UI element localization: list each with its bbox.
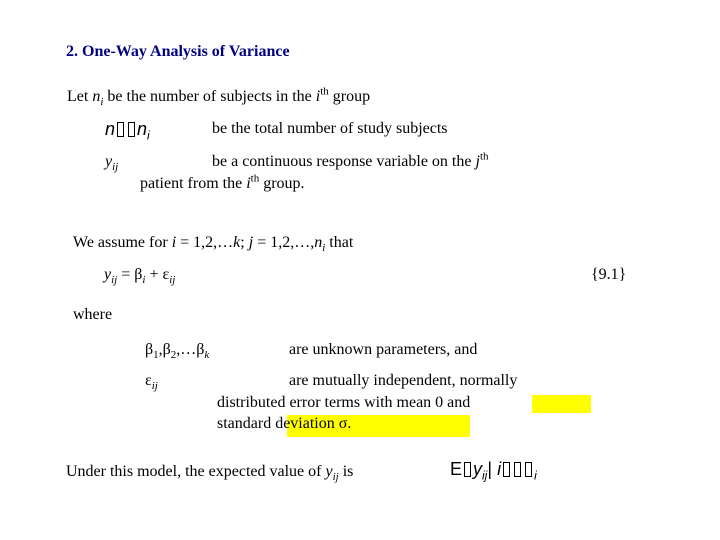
let-mid: be the number of subjects in the: [103, 88, 316, 105]
expected-text: Under this model, the expected value of: [66, 463, 326, 480]
let-th: th: [320, 85, 329, 98]
y-def-line1: [212, 150, 489, 171]
assume-eq2: = 1,2,…,: [253, 234, 315, 251]
y-letter: y: [105, 153, 113, 170]
expected-y-sub: ij: [332, 471, 339, 484]
model-plus: +: [145, 266, 163, 283]
beta-2-sub: 2: [170, 349, 177, 362]
beta-k-sub: k: [204, 349, 210, 362]
params-comma2: ,…: [176, 341, 197, 358]
n-def-text: be the total number of study subjects: [212, 120, 448, 137]
let-n-sub: i: [100, 96, 104, 109]
missing-glyph-icon: [117, 122, 124, 137]
beta-2: β: [162, 341, 171, 358]
formula-i: i: [497, 459, 502, 479]
y-def-text1: be a continuous response variable on the: [212, 153, 476, 170]
y-def-th2: th: [250, 172, 260, 185]
formula-E: E: [450, 459, 463, 479]
errors-line1: are mutually independent, normally: [289, 372, 518, 389]
y-def-th: th: [479, 150, 489, 163]
params-text: are unknown parameters, and: [289, 341, 478, 358]
model-y-sub: ij: [111, 274, 118, 287]
assume-text: We assume for: [73, 234, 172, 251]
missing-glyph-icon: [525, 462, 532, 477]
errors-line3b: .: [347, 415, 352, 432]
assume-j: j: [248, 234, 254, 251]
model-y: y: [104, 266, 112, 283]
beta-1: β: [145, 341, 154, 358]
missing-glyph-icon: [128, 122, 135, 137]
y-def-i: i: [246, 175, 251, 192]
eps-letter: ε: [145, 372, 152, 389]
errors-line3a: standard deviation: [217, 415, 339, 432]
params-comma1: ,: [158, 341, 163, 358]
beta-k: β: [196, 341, 205, 358]
assume-sep: ;: [240, 234, 249, 251]
expected-line: [66, 463, 354, 484]
model-beta: β: [134, 266, 143, 283]
let-n: n: [92, 88, 101, 105]
n-rhs: n: [137, 119, 148, 139]
assume-i: i: [171, 234, 177, 251]
model-eps-sub: ij: [169, 274, 176, 287]
let-suffix: group: [328, 88, 371, 105]
n-sum-formula: [105, 119, 150, 143]
assume-eq1: = 1,2,…: [176, 234, 234, 251]
let-line: [67, 85, 371, 109]
slide-title: 2. One-Way Analysis of Variance: [66, 43, 290, 60]
assume-n: n: [314, 234, 323, 251]
equation-number: {9.1}: [591, 266, 627, 283]
model-equation: [104, 266, 176, 287]
highlight-block: [532, 395, 591, 413]
model-eq: =: [117, 266, 135, 283]
missing-glyph-icon: [514, 462, 521, 477]
n-lhs: n: [105, 119, 116, 139]
formula-tail-sub: i: [534, 468, 537, 483]
model-beta-sub: i: [142, 274, 146, 287]
formula-y-sub: ij: [482, 468, 488, 483]
y-def-j: j: [475, 153, 480, 170]
missing-glyph-icon: [503, 462, 510, 477]
y-symbol: [105, 153, 119, 174]
let-prefix: Let: [67, 88, 93, 105]
assume-k: k: [233, 234, 241, 251]
errors-line3: [217, 415, 351, 433]
errors-line2: distributed error terms with mean 0 and: [217, 394, 471, 411]
expected-y: y: [325, 463, 333, 480]
assume-line: [73, 234, 354, 255]
n-rhs-sub: i: [147, 128, 150, 143]
assume-suffix: that: [325, 234, 354, 251]
params-symbol: [145, 341, 210, 362]
formula-bar: |: [487, 459, 493, 479]
expected-is: is: [338, 463, 354, 480]
formula-y: y: [473, 459, 483, 479]
eps-sub: ij: [151, 380, 158, 393]
y-def-text2a: patient from the: [140, 175, 247, 192]
y-def-line2: [140, 172, 305, 193]
where-label: where: [73, 306, 113, 323]
y-sub: ij: [112, 161, 119, 174]
y-def-text2b: group.: [259, 175, 305, 192]
model-eps: ε: [162, 266, 170, 283]
eps-symbol: [145, 372, 158, 393]
missing-glyph-icon: [464, 462, 471, 477]
beta-1-sub: 1: [153, 349, 159, 362]
let-ith-i: i: [315, 88, 321, 105]
assume-n-sub: i: [322, 242, 326, 255]
expected-formula: [450, 459, 537, 483]
sigma-symbol: σ: [338, 415, 348, 432]
